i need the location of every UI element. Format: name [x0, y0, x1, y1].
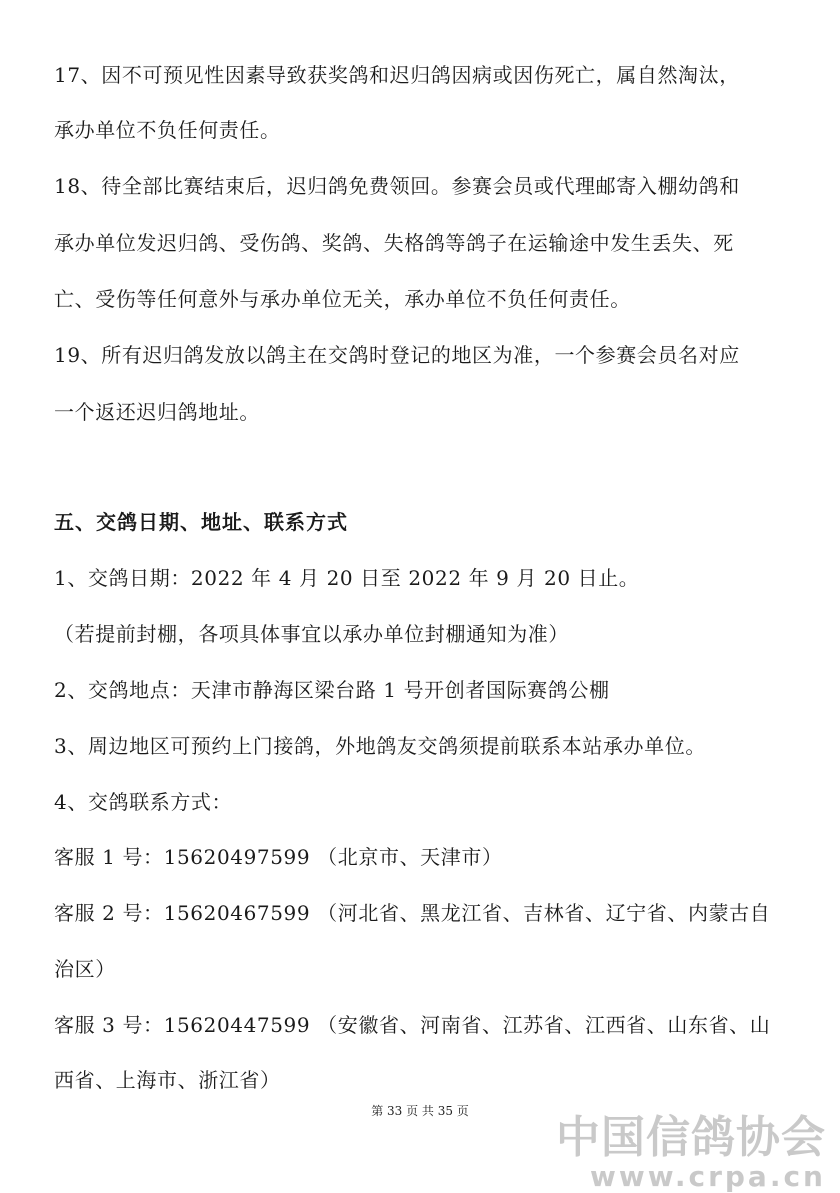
paragraph-19-line-1: 19、所有迟归鸽发放以鸽主在交鸽时登记的地区为准，一个参赛会员名对应	[54, 343, 740, 367]
service-2-line-1: 客服 2 号：15620467599 （河北省、黑龙江省、吉林省、辽宁省、内蒙古自	[54, 901, 771, 925]
service-3-line-2: 西省、上海市、浙江省）	[54, 1068, 281, 1092]
watermark-name: 中国信鸽协会	[556, 1112, 826, 1163]
delivery-date: 1、交鸽日期：2022 年 4 月 20 日至 2022 年 9 月 20 日止。	[54, 566, 640, 590]
paragraph-18-line-1: 18、待全部比赛结束后，迟归鸽免费领回。参赛会员或代理邮寄入棚幼鸽和	[54, 174, 740, 198]
service-2-line-2: 治区）	[54, 957, 116, 981]
pickup-note: 3、周边地区可预约上门接鸽，外地鸽友交鸽须提前联系本站承办单位。	[54, 734, 706, 758]
paragraph-18-line-3: 亡、受伤等任何意外与承办单位无关，承办单位不负任何责任。	[54, 287, 631, 311]
watermark-url: www.crpa.cn	[590, 1160, 826, 1193]
delivery-address: 2、交鸽地点：天津市静海区梁台路 1 号开创者国际赛鸽公棚	[54, 678, 610, 702]
service-3-line-1: 客服 3 号：15620447599 （安徽省、河南省、江苏省、江西省、山东省、山	[54, 1013, 771, 1037]
paragraph-17-line-2: 承办单位不负任何责任。	[54, 118, 281, 142]
delivery-date-note: （若提前封棚，各项具体事宜以承办单位封棚通知为准）	[54, 622, 569, 646]
page-number: 第 33 页 共 35 页	[371, 1104, 469, 1118]
contact-heading: 4、交鸽联系方式：	[54, 790, 233, 814]
paragraph-18-line-2: 承办单位发迟归鸽、受伤鸽、奖鸽、失格鸽等鸽子在运输途中发生丢失、死	[54, 231, 734, 255]
watermark-logo	[556, 1114, 826, 1192]
paragraph-17-line-1: 17、因不可预见性因素导致获奖鸽和迟归鸽因病或因伤死亡，属自然淘汰，	[54, 63, 740, 87]
section-heading: 五、交鸽日期、地址、联系方式	[54, 510, 348, 534]
service-1: 客服 1 号：15620497599 （北京市、天津市）	[54, 845, 503, 869]
paragraph-19-line-2: 一个返还迟归鸽地址。	[54, 400, 260, 424]
